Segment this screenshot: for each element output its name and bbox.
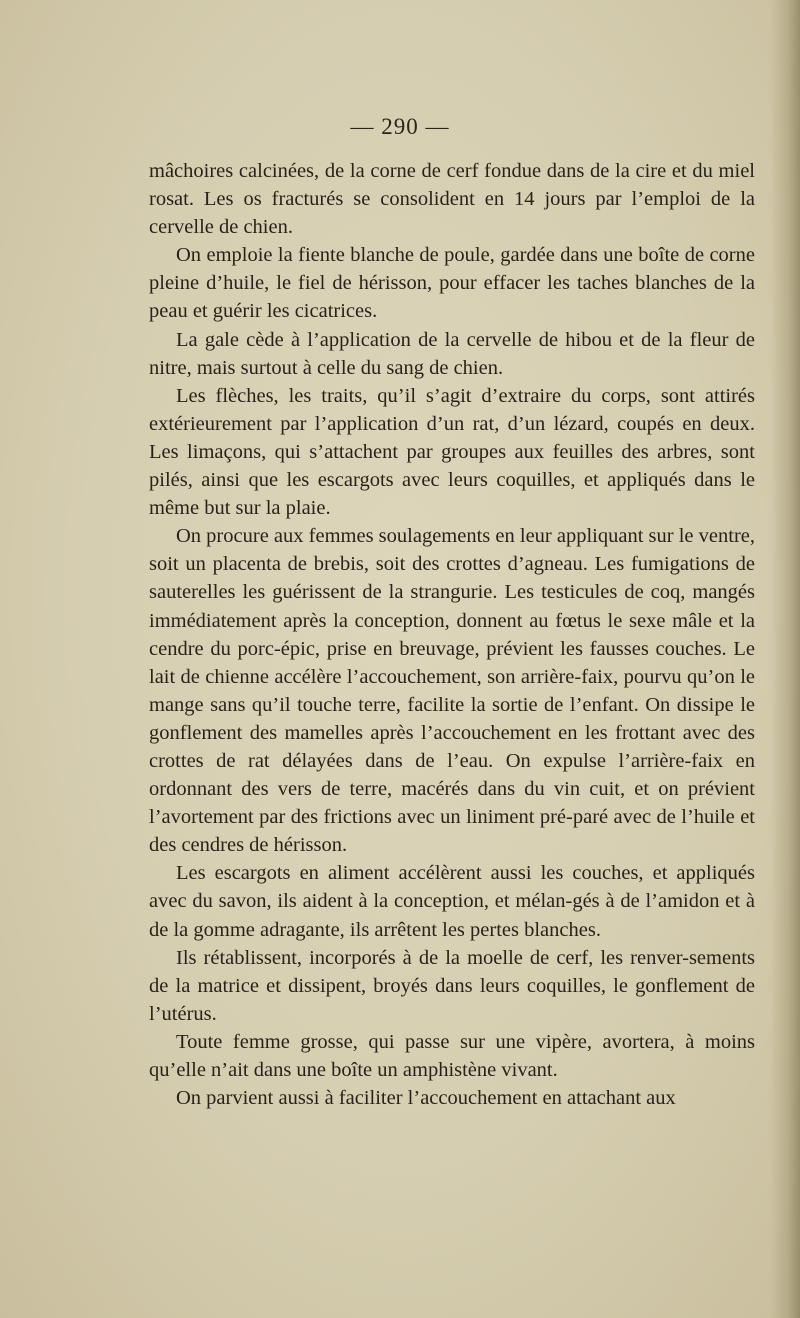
- paragraph-6: Les escargots en aliment accélèrent aussi les couches, et appliqués avec du savon, ils aident à la conception, et mélan-gés à de l’amidon et à de la gomme adragante, ils arrêtent les pertes blanches.: [149, 862, 755, 941]
- paragraph-5: On procure aux femmes soulagements en leur appliquant sur le ventre, soit un placenta de brebis, soit des crottes d’agneau. Les fumigations de sauterelles les guérissent de la strangurie. Les testicules de coq, mangés immédiatement après la conception, donnent au fœtus le sexe mâle et la cendre du porc-épic, prise en breuvage, prévient les fausses couches. Le lait de chienne accélère l’accouchement, son arrière-faix, pourvu qu’on le mange sans qu’il touche terre, facilite la sortie de l’enfant. On dissipe le gonflement des mamelles après l’accouchement en les frottant avec des crottes de rat délayées dans de l’eau. On expulse l’arrière-faix en ordonnant des vers de terre, macérés dans du vin cuit, et on prévient l’avortement par des frictions avec un liniment pré-paré avec de l’huile et des cendres de hérisson.: [149, 525, 755, 857]
- paragraph-7: Ils rétablissent, incorporés à de la moelle de cerf, les renver-sements de la matrice et dissipent, broyés dans leurs coquilles, le gonflement de l’utérus.: [149, 946, 755, 1025]
- paragraph-9: On parvient aussi à faciliter l’accouchement en attachant aux: [176, 1087, 676, 1110]
- paragraph-3: La gale cède à l’application de la cervelle de hibou et de la fleur de nitre, mais surtout à celle du sang de chien.: [149, 328, 755, 379]
- paragraph-1: mâchoires calcinées, de la corne de cerf fondue dans de la cire et du miel rosat. Les os fracturés se consolident en 14 jours par l’emploi de la cervelle de chien.: [149, 160, 755, 239]
- page-body: [149, 157, 755, 1112]
- page-number: — 290 —: [350, 114, 450, 139]
- page-edge-shadow: [770, 0, 800, 1318]
- paragraph-2: On emploie la fiente blanche de poule, gardée dans une boîte de corne pleine d’huile, le fiel de hérisson, pour effacer les taches blanches de la peau et guérir les cicatrices.: [149, 244, 755, 323]
- paragraph-4: Les flèches, les traits, qu’il s’agit d’extraire du corps, sont attirés extérieurement par l’application d’un rat, d’un lézard, coupés en deux. Les limaçons, qui s’attachent par groupes aux feuilles des arbres, sont pilés, ainsi que les escargots avec leurs coquilles, et appliqués dans le même but sur la plaie.: [149, 384, 755, 520]
- paragraph-8: Toute femme grosse, qui passe sur une vipère, avortera, à moins qu’elle n’ait dans une boîte un amphistène vivant.: [149, 1030, 755, 1081]
